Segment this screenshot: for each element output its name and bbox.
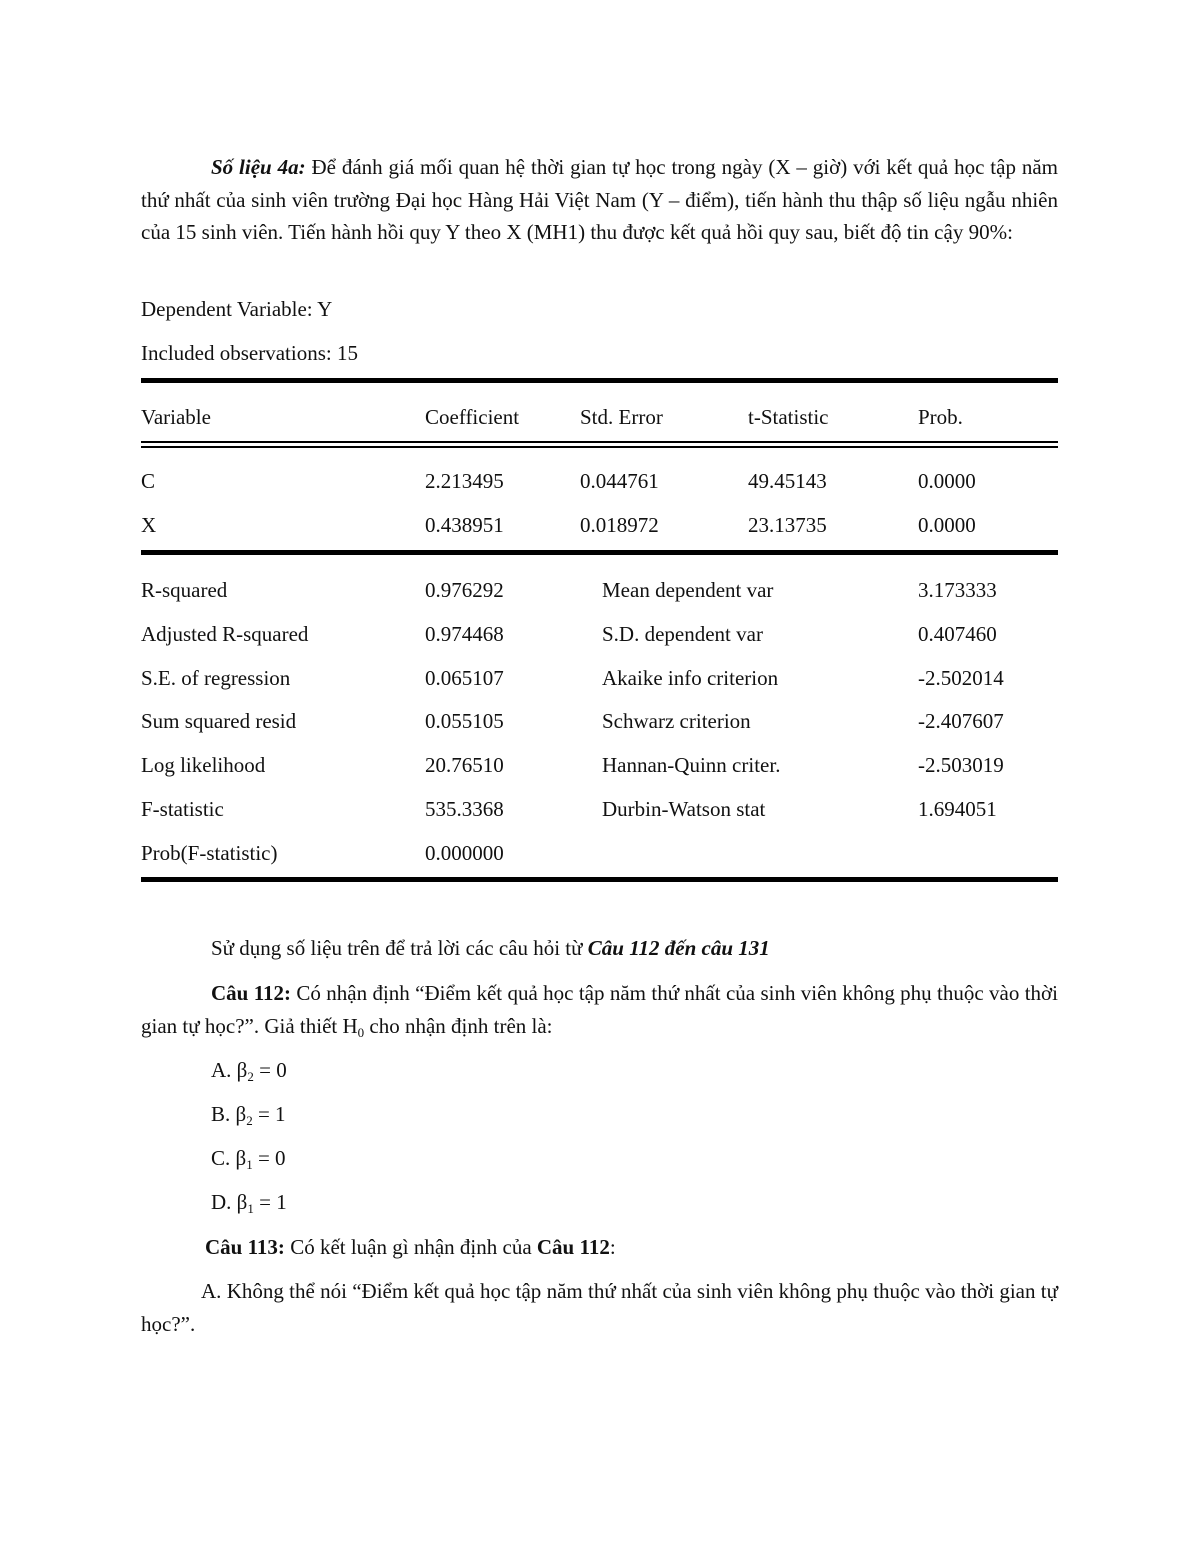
- header-coefficient: Coefficient: [425, 405, 520, 429]
- option-c-rest: = 0: [252, 1146, 286, 1170]
- option-b-text: B. β: [211, 1102, 247, 1126]
- option-a-sub: 2: [247, 1069, 254, 1084]
- option-c[interactable]: [211, 1146, 286, 1171]
- stat-value: 1.694051: [918, 797, 997, 821]
- row-x-std-error: 0.018972: [580, 513, 659, 537]
- question-112: [141, 977, 1058, 1042]
- row-x-coefficient: 0.438951: [425, 513, 504, 537]
- intro-paragraph: [141, 151, 1058, 249]
- row-c-prob: 0.0000: [918, 469, 976, 493]
- stat-label: S.E. of regression: [141, 666, 291, 690]
- header-t-statistic: t-Statistic: [748, 405, 829, 429]
- stat-value: 0.065107: [425, 666, 504, 690]
- option-b[interactable]: [211, 1102, 286, 1127]
- stat-label: Mean dependent var: [602, 578, 774, 602]
- option-c-text: C. β: [211, 1146, 247, 1170]
- question-112-text-end: cho nhận định trên là:: [364, 1013, 553, 1038]
- option-a[interactable]: [211, 1058, 287, 1083]
- header-variable: Variable: [141, 405, 211, 429]
- stat-label: F-statistic: [141, 797, 224, 821]
- question-113: [205, 1235, 616, 1260]
- stat-label: S.D. dependent var: [602, 622, 763, 646]
- stat-label: Hannan-Quinn criter.: [602, 753, 781, 777]
- stat-label: Prob(F-statistic): [141, 841, 278, 865]
- usage-note: [211, 936, 770, 961]
- dependent-variable: Dependent Variable: Y: [141, 297, 333, 321]
- option-b-rest: = 1: [252, 1102, 286, 1126]
- row-x-t-statistic: 23.13735: [748, 513, 827, 537]
- stat-value: 0.976292: [425, 578, 504, 602]
- stat-label: Durbin-Watson stat: [602, 797, 766, 821]
- header-double-rule-top: [141, 441, 1058, 443]
- usage-range: Câu 112 đến câu 131: [587, 936, 770, 960]
- option-c-sub: 1: [246, 1157, 253, 1172]
- row-c-coefficient: 2.213495: [425, 469, 504, 493]
- row-x-prob: 0.0000: [918, 513, 976, 537]
- row-x-variable: X: [141, 513, 157, 537]
- question-112-label: Câu 112:: [211, 981, 292, 1005]
- table-bottom-rule: [141, 877, 1058, 882]
- option-d-sub: 1: [247, 1201, 254, 1216]
- option-a-rest: = 0: [253, 1058, 287, 1082]
- stat-value: -2.407607: [918, 709, 1004, 733]
- question-113-label: Câu 113:: [205, 1235, 285, 1259]
- question-113-text-end: :: [609, 1235, 616, 1259]
- stat-label: R-squared: [141, 578, 228, 602]
- stat-value: -2.502014: [918, 666, 1004, 690]
- table-mid-rule: [141, 550, 1058, 555]
- question-113-ref: Câu 112: [536, 1235, 610, 1259]
- stat-label: Sum squared resid: [141, 709, 297, 733]
- table-top-rule: [141, 378, 1058, 383]
- question-112-text: Có nhận định “Điểm kết quả học tập năm thứ nhất của sinh viên không phụ thuộc vào thời gian tự học?”. Giả thiết H: [141, 981, 1059, 1038]
- stat-value: 20.76510: [425, 753, 504, 777]
- header-std-error: Std. Error: [580, 405, 663, 429]
- option-a-text: A. β: [211, 1058, 248, 1082]
- option-d-rest: = 1: [253, 1190, 287, 1214]
- included-observations: Included observations: 15: [141, 341, 358, 365]
- row-c-variable: C: [141, 469, 156, 493]
- stat-value: 535.3368: [425, 797, 504, 821]
- stat-label: Log likelihood: [141, 753, 266, 777]
- option-d[interactable]: [211, 1190, 287, 1215]
- stat-value: 3.173333: [918, 578, 997, 602]
- stat-value: 0.407460: [918, 622, 997, 646]
- stat-value: 0.055105: [425, 709, 504, 733]
- usage-text: Sử dụng số liệu trên để trả lời các câu hỏi từ: [211, 936, 588, 960]
- stat-value: 0.000000: [425, 841, 504, 865]
- stat-value: 0.974468: [425, 622, 504, 646]
- stat-value: -2.503019: [918, 753, 1004, 777]
- answer-113-a[interactable]: A. Không thể nói “Điểm kết quả học tập năm thứ nhất của sinh viên không phụ thuộc vào thời gian tự học?”.: [141, 1279, 1058, 1336]
- intro-label: Số liệu 4a:: [211, 155, 306, 179]
- question-113-text: Có kết luận gì nhận định của: [284, 1235, 537, 1259]
- stat-label: Adjusted R-squared: [141, 622, 309, 646]
- option-d-text: D. β: [211, 1190, 248, 1214]
- header-prob: Prob.: [918, 405, 963, 429]
- question-112-h-sub: 0: [357, 1024, 365, 1040]
- row-c-t-statistic: 49.45143: [748, 469, 827, 493]
- option-b-sub: 2: [246, 1113, 253, 1128]
- stat-label: Schwarz criterion: [602, 709, 751, 733]
- intro-text: Để đánh giá mối quan hệ thời gian tự học trong ngày (X – giờ) với kết quả học tập năm thứ nhất của sinh viên trường Đại học Hàng Hải Việt Nam (Y – điểm), tiến hành thu thập số liệu ngẫu nhiên của 15 sinh viên. Tiến hành hồi quy Y theo X (MH1) thu được kết quả hồi quy sau, biết độ tin cậy 90%:: [141, 155, 1058, 244]
- stat-label: Akaike info criterion: [602, 666, 779, 690]
- header-double-rule-bottom: [141, 446, 1058, 448]
- row-c-std-error: 0.044761: [580, 469, 659, 493]
